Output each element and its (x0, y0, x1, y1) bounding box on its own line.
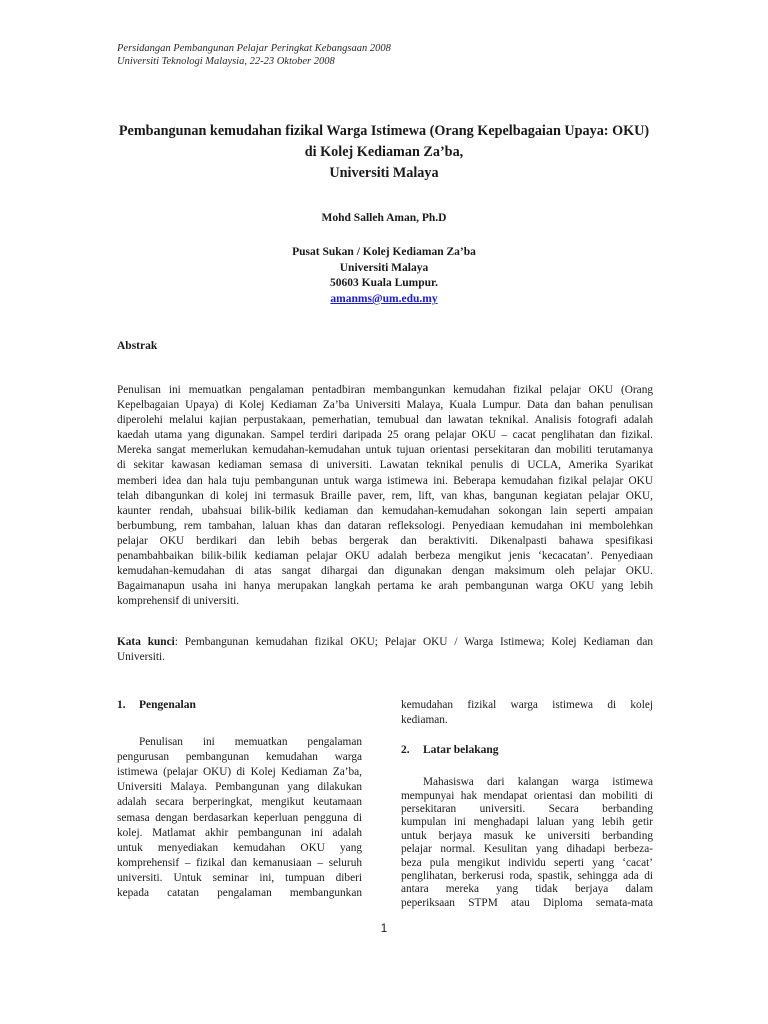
paragraph-line: mempunyai hak mendapat orientasi dan mobiliti di (401, 789, 653, 802)
abstract-line: Mereka sangat memerlukan kemudahan-kemudahan untuk tujuan orientasi persekitaran dan mobiliti terutamanya (117, 444, 653, 457)
abstract-heading: Abstrak (117, 340, 158, 352)
paper-title (110, 121, 658, 184)
paragraph-line: peperiksaan STPM atau Diploma semata-mata (401, 896, 653, 909)
paragraph-line: pelajar normal. Kesulitan yang dihadapi berbeza- (401, 843, 653, 856)
page-number: 1 (380, 921, 388, 935)
paragraph-line: istimewa (pelajar OKU) di Kolej Kediaman Za’ba, (117, 766, 362, 779)
abstract-line: kaedah utama yang digunakan. Sampel terdiri daripada 25 orang pelajar OKU – cacat penglihatan dan fizikal. (117, 429, 653, 442)
paragraph-line: beza pula mengikut individu seperti yang ‘cacat’ (401, 856, 653, 869)
affiliation-line: Universiti Malaya (339, 261, 429, 274)
section-paragraph-continued (401, 698, 653, 728)
abstract-line: Bagaimanapun usaha ini hanya merupakan langkah pertama ke arah pembangunan warga OKU yang lebih (117, 580, 653, 593)
author-name: Mohd Salleh Aman, Ph.D (321, 212, 447, 224)
section-paragraph (401, 776, 653, 910)
abstract-line: Kepelbagaian Upaya) di Kolej Kediaman Za’ba Universiti Malaya, Kuala Lumpur. Data dan bahan penulisan (117, 399, 653, 412)
title-line: di Kolej Kediaman Za’ba, (304, 144, 464, 160)
paragraph-line: kediaman. (401, 714, 448, 727)
paragraph-line: Mahasiswa dari kalangan warga istimewa (423, 776, 653, 789)
keywords-text: : Pembangunan kemudahan fizikal OKU; Pelajar OKU / Warga Istimewa; Kolej Kediaman dan (174, 636, 653, 648)
paragraph-line: Universiti Malaya. Pembangunan yang dilakukan (117, 781, 362, 794)
section-paragraph (117, 735, 362, 901)
keywords (117, 635, 653, 665)
paragraph-line: Penulisan ini memuatkan pengalaman (139, 736, 362, 749)
paragraph-line: kumpulan ini menghadapi laluan yang lebih getir (401, 816, 653, 829)
left-column (117, 698, 362, 901)
title-line: Universiti Malaya (329, 165, 439, 181)
author-email-link[interactable]: amanms@um.edu.my (330, 292, 438, 305)
abstract-body (117, 383, 653, 609)
paragraph-line: semasa dengan berdasarkan keperluan pengguna di (117, 811, 362, 824)
running-head-line: Universiti Teknologi Malaysia, 22-23 Oktober 2008 (117, 56, 335, 67)
abstract-line: diperolehi melalui kajian perpustakaan, pemerhatian, temubual dan lawatan teknikal. Analisis fotografi adalah (117, 414, 653, 427)
paragraph-line: kepada catatan pengalaman membangunkan (117, 887, 362, 900)
author-affiliation (110, 245, 658, 307)
section-title: Latar belakang (423, 744, 499, 757)
title-line: Pembangunan kemudahan fizikal Warga Istimewa (Orang Kepelbagaian Upaya: OKU) (118, 123, 650, 139)
paragraph-line: komprehensif – fizikal dan kemanusiaan – seluruh (117, 856, 362, 869)
abstract-line: berbumbung, rem tambahan, laluan khas dan dataran refleksologi. Penyediaan kemudahan ini membolehkan (117, 519, 653, 532)
section-heading (117, 698, 362, 713)
paragraph-line: persekitaran universiti. Secara berbanding (401, 803, 653, 816)
abstract-line: kemudahan-kemudahan di atas sangat dihargai dan digunakan dengan maksimum oleh pelajar OKU. (117, 565, 653, 578)
paragraph-line: kemudahan fizikal warga istimewa di kolej (401, 699, 653, 711)
affiliation-line: Pusat Sukan / Kolej Kediaman Za’ba (292, 246, 476, 258)
abstract-line: pelajar OKU berdikari dan lebih bebas bergerak dan beraktiviti. Dikenalpasti bahawa spesifikasi (117, 534, 653, 547)
keywords-text: Universiti. (117, 651, 166, 664)
paragraph-line: kolej. Matlamat akhir pembangunan ini adalah (117, 826, 362, 839)
running-head (117, 42, 391, 68)
abstract-line: memberi idea dan hala tuju pembangunan untuk warga istimewa ini. Beberapa kemudahan fizikal pelajar OKU (117, 474, 653, 487)
keywords-label: Kata kunci (117, 636, 175, 648)
abstract-line: Penulisan ini memuatkan pengalaman pentadbiran membangunkan kemudahan fizikal pelajar OKU (Orang (117, 384, 653, 396)
section-heading (401, 743, 653, 758)
abstract-line: kaunter rendah, ubahsuai bilik-bilik kediaman dan kemudahan-kemudahan sokongan lain seperti ampaian (117, 504, 653, 517)
affiliation-line: 50603 Kuala Lumpur. (330, 277, 438, 290)
section-title: Pengenalan (139, 699, 196, 711)
paragraph-line: untuk berjaya masuk ke universiti berbanding (401, 829, 653, 842)
section-number: 1. (117, 699, 126, 711)
paragraph-line: universiti. Untuk seminar ini, tumpuan diberi (117, 871, 362, 884)
running-head-line: Persidangan Pembangunan Pelajar Peringkat Kebangsaan 2008 (117, 43, 391, 54)
paragraph-line: untuk menyediakan kemudahan OKU yang (117, 841, 362, 854)
abstract-line: di sekitar kawasan kediaman semasa di universiti. Lawatan teknikal penulis di UCLA, Amerika Syarikat (117, 459, 653, 472)
section-number: 2. (401, 744, 410, 757)
paragraph-line: antara mereka yang tidak berjaya dalam (401, 883, 653, 896)
paragraph-line: adalah secara berperingkat, mengikut keutamaan (117, 796, 362, 809)
abstract-line: komprehensif di universiti. (117, 595, 240, 608)
abstract-line: telah dibangunkan di kolej ini termasuk Braille paver, rem, lift, van khas, bangunan kegiatan pelajar OKU, (117, 489, 653, 502)
paragraph-line: penglihatan, berkerusi roda, spastik, sehingga ada di (401, 870, 653, 883)
paragraph-line: pengurusan pembangunan kemudahan warga (117, 751, 362, 764)
abstract-line: penambahbaikan bilik-bilik kediaman pelajar OKU adalah berbeza mengikut jenis ‘kecacatan’. Penyediaan (117, 550, 653, 563)
right-column (401, 698, 653, 910)
